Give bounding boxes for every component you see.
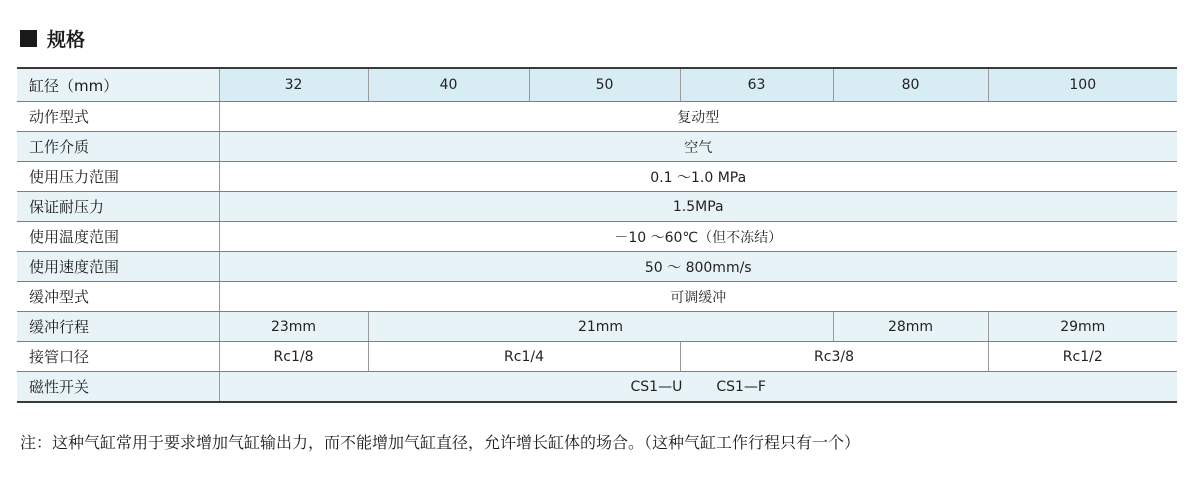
medium-label: 工作介质 [17,132,219,162]
magnetic-switch-option: CS1—F [716,378,766,395]
magnetic-switch-option: CS1—U [630,378,683,395]
table-row [17,312,1177,342]
bore-label: 缸径（mm） [17,68,219,102]
cushion-type-label: 缓冲型式 [17,282,219,312]
bore-32: 32 [219,68,368,102]
port-size-label: 接管口径 [17,342,219,372]
action-type-label: 动作型式 [17,102,219,132]
cushion-stroke-32: 23mm [219,312,368,342]
cushion-type-value: 可调缓冲 [219,282,1177,312]
table-row [17,162,1177,192]
medium-value: 空气 [219,132,1177,162]
speed-range-value: 50 ～ 800mm/s [219,252,1177,282]
square-bullet-icon [20,30,37,47]
table-header-row [17,68,1177,102]
bore-80: 80 [833,68,988,102]
speed-range-label: 使用速度范围 [17,252,219,282]
magnetic-switch-label: 磁性开关 [17,372,219,403]
pressure-range-value: 0.1 ～1.0 MPa [219,162,1177,192]
magnetic-switch-value [219,372,1177,403]
table-row [17,372,1177,403]
cushion-stroke-80: 28mm [833,312,988,342]
port-size-32: Rc1/8 [219,342,368,372]
table-row [17,192,1177,222]
pressure-range-label: 使用压力范围 [17,162,219,192]
bore-100: 100 [988,68,1177,102]
cushion-stroke-40-63: 21mm [368,312,833,342]
port-size-63-80: Rc3/8 [680,342,988,372]
proof-pressure-value: 1.5MPa [219,192,1177,222]
bore-63: 63 [680,68,833,102]
cushion-stroke-label: 缓冲行程 [17,312,219,342]
table-row [17,102,1177,132]
table-row [17,132,1177,162]
section-title: 规格 [47,28,86,51]
footnote: 注：这种气缸常用于要求增加气缸输出力，而不能增加气缸直径，允许增长缸体的场合。（这种气缸工作行程只有一个） [20,433,861,452]
port-size-40-50: Rc1/4 [368,342,680,372]
action-type-value: 复动型 [219,102,1177,132]
proof-pressure-label: 保证耐压力 [17,192,219,222]
temperature-range-value: －10 ～60℃（但不冻结） [219,222,1177,252]
port-size-100: Rc1/2 [988,342,1177,372]
table-row [17,282,1177,312]
cushion-stroke-100: 29mm [988,312,1177,342]
spec-table [17,67,1177,403]
bore-40: 40 [368,68,529,102]
table-row [17,342,1177,372]
table-row [17,222,1177,252]
bore-50: 50 [529,68,680,102]
section-heading [20,24,85,52]
temperature-range-label: 使用温度范围 [17,222,219,252]
table-row [17,252,1177,282]
